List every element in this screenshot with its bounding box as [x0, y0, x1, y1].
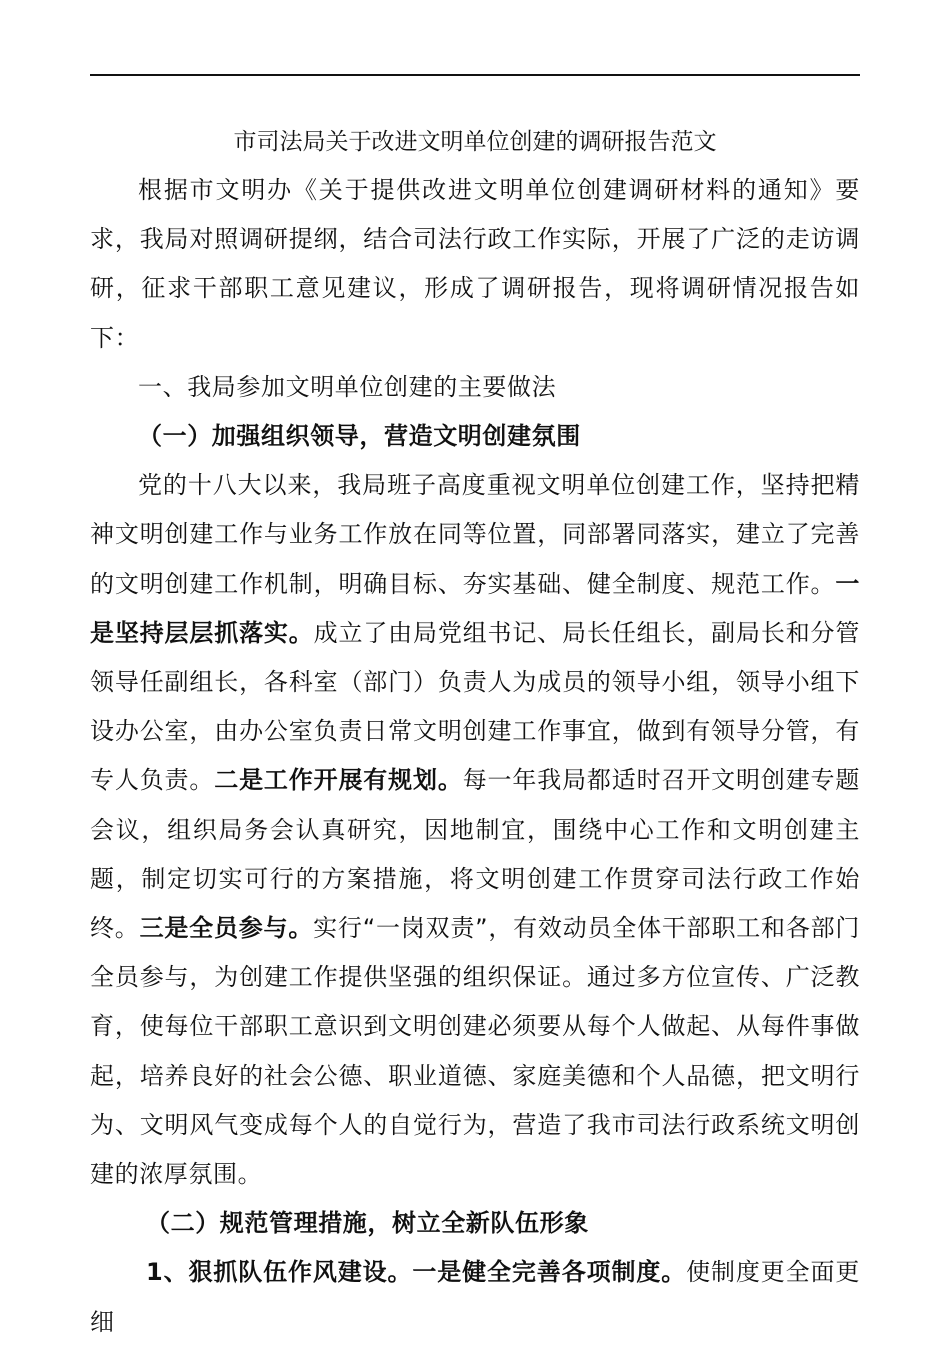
body-paragraph-2 — [90, 1248, 860, 1346]
paragraph-text: 党的十八大以来，我局班子高度重视文明单位创建工作，坚持把精神文明创建工作与业务工作放在同等位置，同部署同落实，建立了完善的文明创建工作机制，明确目标、夯实基础、健全制度、规范工作。 — [90, 471, 860, 598]
paragraph-text: 使制度更全面更细 — [90, 1258, 860, 1336]
body-paragraph-1 — [90, 461, 860, 1199]
subsection-heading-1: （一）加强组织领导，营造文明创建氛围 — [138, 422, 581, 451]
bold-lead-text: 一是坚持层层抓落实。 — [90, 569, 860, 647]
paragraph-text: 实行“一岗双责”，有效动员全体干部职工和各部门全员参与，为创建工作提供坚强的组织保证。通过多方位宣传、广泛教育，使每位干部职工意识到文明创建必须要从每个人做起、从每件事做起，培养良好的社会公德、职业道德、家庭美德和个人品德，把文明行为、文明风气变成每个人的自觉行为，营造了我市司法行政系统文明创建的浓厚氛围。 — [90, 914, 861, 1189]
bold-lead-text: 1、狠抓队伍作风建设。一是健全完善各项制度。 — [146, 1258, 687, 1287]
document-body — [90, 118, 860, 1347]
intro-paragraph: 根据市文明办《关于提供改进文明单位创建调研材料的通知》要求，我局对照调研提纲，结合司法行政工作实际，开展了广泛的走访调研，征求干部职工意见建议，形成了调研报告，现将调研情况报告如下： — [90, 176, 860, 352]
header-rule — [90, 74, 860, 76]
section-heading-1: 一、我局参加文明单位创建的主要做法 — [138, 372, 557, 401]
subsection-heading-2: （二）规范管理措施，树立全新队伍形象 — [146, 1209, 589, 1238]
paragraph-text: 成立了由局党组书记、局长任组长，副局长和分管领导任副组长，各科室（部门）负责人为成员的领导小组，领导小组下设办公室，由办公室负责日常文明创建工作事宜，做到有领导分管，有专人负责。 — [90, 618, 860, 795]
bold-lead-text: 二是工作开展有规划。 — [214, 766, 463, 795]
bold-lead-text: 三是全员参与。 — [139, 914, 314, 943]
paragraph-text: 每一年我局都适时召开文明创建专题会议，组织局务会认真研究，因地制宜，围绕中心工作和文明创建主题，制定切实可行的方案措施，将文明创建工作贯穿司法行政工作始终。 — [90, 766, 860, 943]
document-title: 市司法局关于改进文明单位创建的调研报告范文 — [233, 129, 717, 155]
